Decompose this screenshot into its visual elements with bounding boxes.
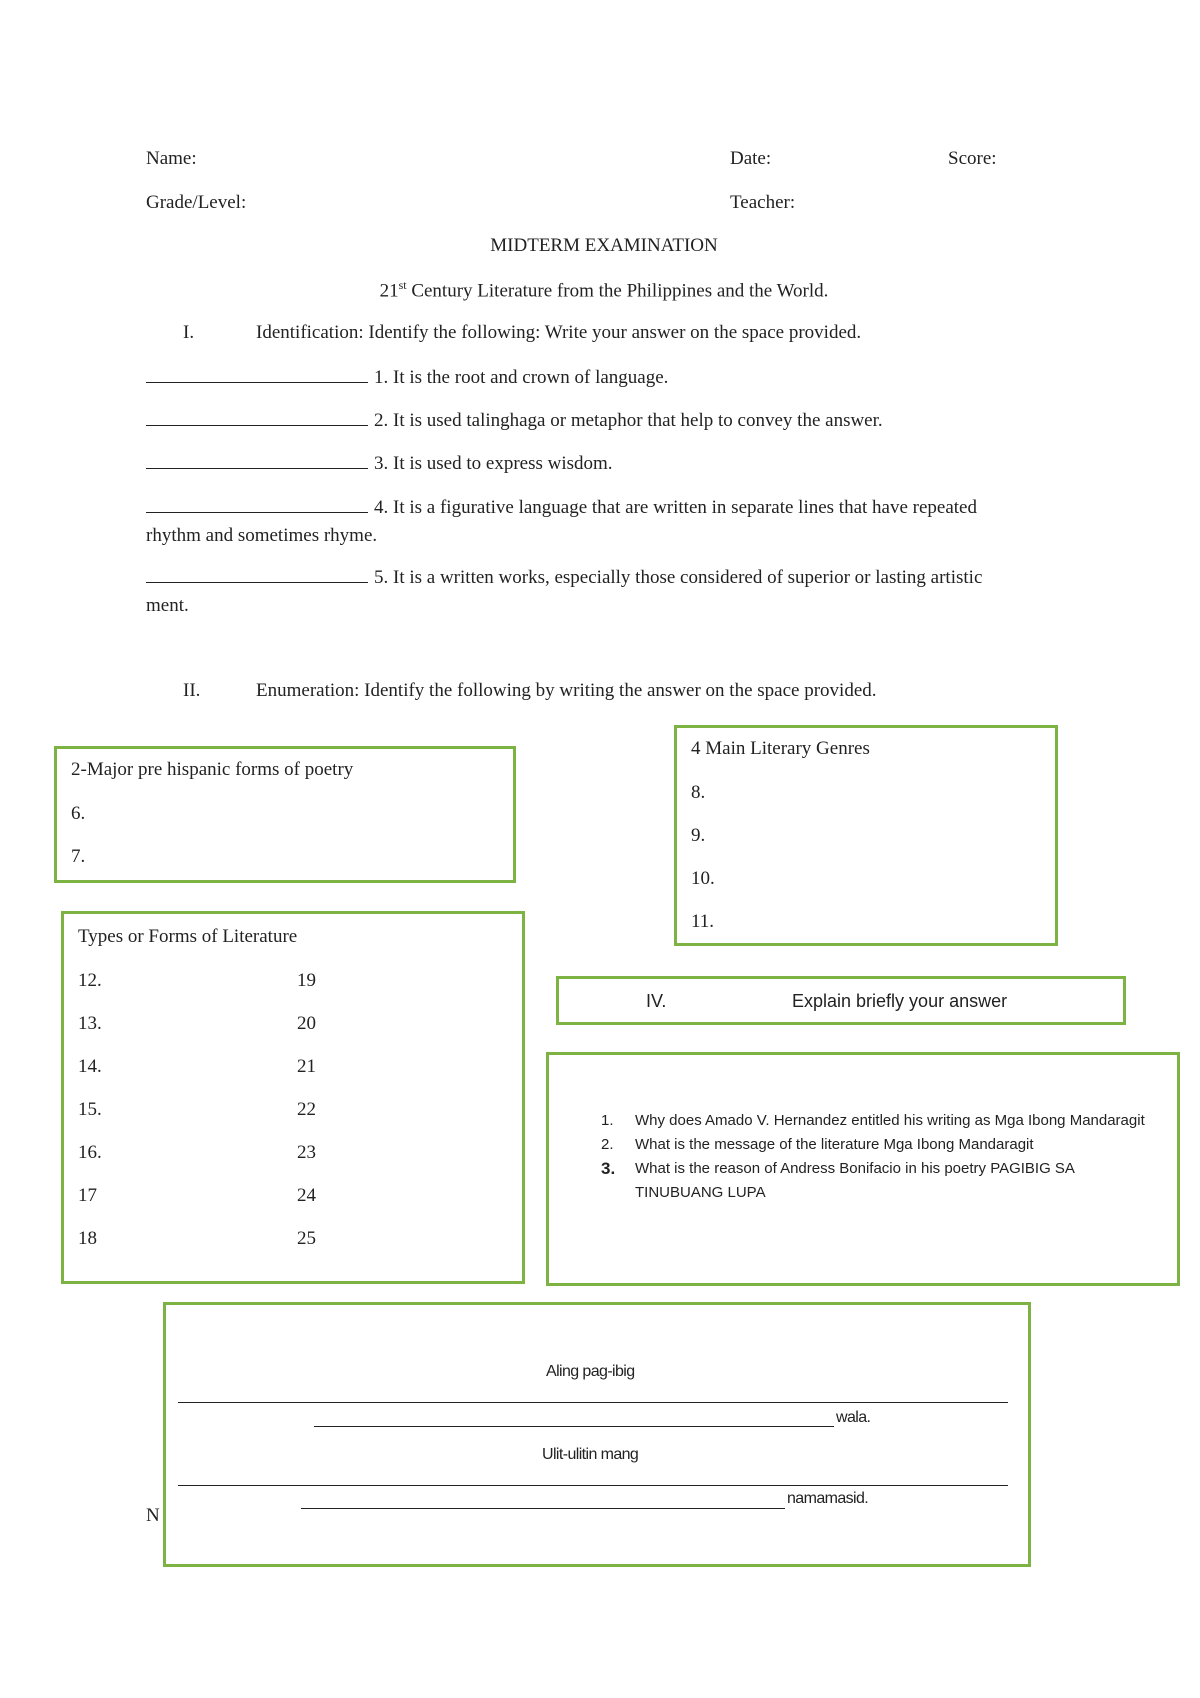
genres-box [674, 725, 1058, 946]
poem-box [163, 1302, 1031, 1567]
date-label: Date: [730, 148, 772, 169]
answer-item-20[interactable]: 20 [297, 1013, 316, 1034]
answer-item-22[interactable]: 22 [297, 1099, 316, 1120]
prehispanic-title: 2-Major pre hispanic forms of poetry [71, 759, 354, 780]
answer-item-11[interactable]: 11. [691, 911, 715, 932]
essay-question-1: 1. Why does Amado V. Hernandez entitled his writing as Mga Ibong Mandaragit [601, 1112, 1145, 1129]
answer-item-21[interactable]: 21 [297, 1056, 316, 1077]
essay-question-3: 3. What is the reason of Andress Bonifacio in his poetry PAGIBIG SA TINUBUANG LUPA [601, 1159, 1075, 1201]
part2-numeral: II. [183, 680, 201, 701]
question-3: 3. It is used to express wisdom. [146, 450, 1046, 478]
answer-item-23[interactable]: 23 [297, 1142, 316, 1163]
answer-item-8[interactable]: 8. [691, 782, 706, 803]
genres-title: 4 Main Literary Genres [691, 738, 870, 759]
answer-item-7[interactable]: 7. [71, 846, 86, 867]
stray-letter: N [146, 1505, 160, 1526]
answer-item-6[interactable]: 6. [71, 803, 86, 824]
answer-item-9[interactable]: 9. [691, 825, 706, 846]
poem-line-2-end: namamasid. [787, 1490, 869, 1507]
question-1: 1. It is the root and crown of language. [146, 364, 1046, 392]
types-box [61, 911, 525, 1284]
types-title: Types or Forms of Literature [78, 926, 298, 947]
answer-blank[interactable] [146, 424, 368, 426]
answer-item-19[interactable]: 19 [297, 970, 316, 991]
exam-title: MIDTERM EXAMINATION [490, 235, 718, 256]
answer-blank[interactable] [146, 511, 368, 513]
part1-instruction: Identification: Identify the following: Write your answer on the space provided. [256, 322, 862, 343]
answer-item-14[interactable]: 14. [78, 1056, 102, 1077]
poem-answer-line[interactable] [178, 1485, 1008, 1486]
answer-item-16[interactable]: 16. [78, 1142, 102, 1163]
score-label: Score: [948, 148, 997, 169]
poem-line-1-end: wala. [836, 1409, 871, 1426]
answer-item-25[interactable]: 25 [297, 1228, 316, 1249]
part4-heading-box [556, 976, 1126, 1025]
essay-question-2: 2. What is the message of the literature Mga Ibong Mandaragit [601, 1136, 1034, 1153]
part1-numeral: I. [183, 322, 195, 343]
poem-line-2: Ulit-ulitin mang [542, 1446, 639, 1463]
answer-item-18[interactable]: 18 [78, 1228, 97, 1249]
prehispanic-box [54, 746, 516, 883]
poem-answer-line[interactable] [314, 1426, 834, 1427]
essay-question-list [601, 1109, 1161, 1205]
answer-blank[interactable] [146, 581, 368, 583]
question-5: 5. It is a written works, especially those considered of superior or lasting artistic ment. [146, 567, 983, 616]
answer-item-17[interactable]: 17 [78, 1185, 97, 1206]
answer-item-10[interactable]: 10. [691, 868, 715, 889]
question-2: 2. It is used talinghaga or metaphor that help to convey the answer. [146, 407, 1046, 435]
part2-instruction: Enumeration: Identify the following by writing the answer on the space provided. [256, 680, 877, 701]
exam-subtitle: 21st Century Literature from the Philippines and the World. [379, 278, 829, 302]
part4-heading: Explain briefly your answer [792, 991, 1008, 1011]
poem-line-1: Aling pag-ibig [546, 1363, 635, 1380]
question-4: 4. It is a figurative language that are written in separate lines that have repeated rhythm and sometimes rhyme. [146, 497, 977, 546]
answer-item-13[interactable]: 13. [78, 1013, 102, 1034]
part4-numeral: IV. [646, 991, 667, 1011]
answer-item-15[interactable]: 15. [78, 1099, 102, 1120]
grade-level-label: Grade/Level: [146, 192, 247, 213]
name-label: Name: [146, 148, 197, 169]
answer-item-12[interactable]: 12. [78, 970, 102, 991]
essay-box [546, 1052, 1180, 1286]
answer-blank[interactable] [146, 467, 368, 469]
teacher-label: Teacher: [730, 192, 796, 213]
answer-item-24[interactable]: 24 [297, 1185, 316, 1206]
poem-answer-line[interactable] [178, 1402, 1008, 1403]
poem-answer-line[interactable] [301, 1508, 785, 1509]
answer-blank[interactable] [146, 381, 368, 383]
